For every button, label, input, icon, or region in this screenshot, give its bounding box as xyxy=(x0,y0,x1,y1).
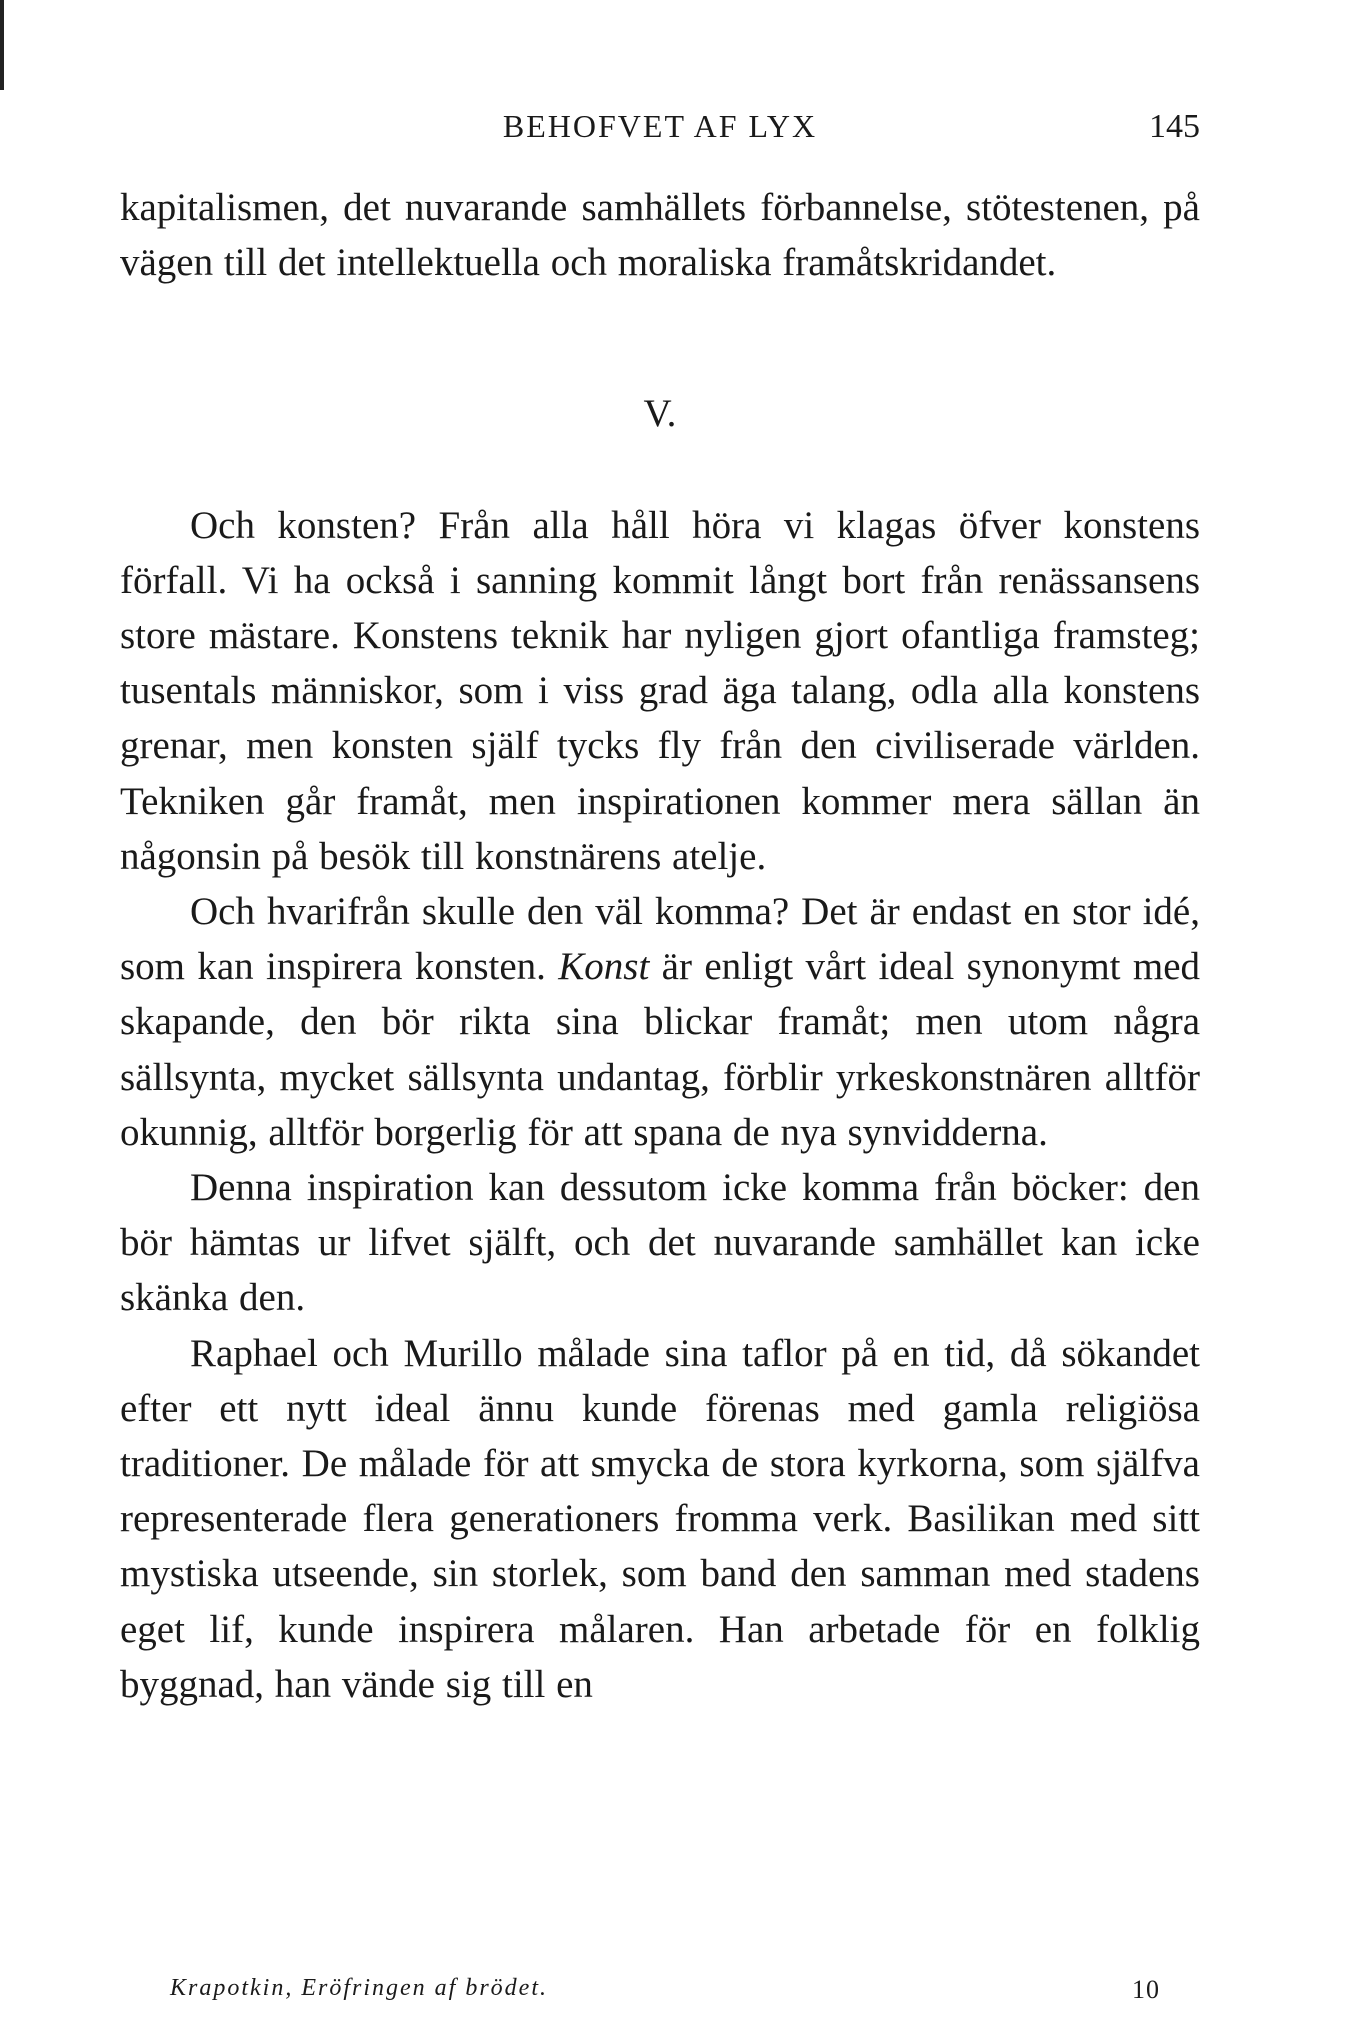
signature-mark: 10 xyxy=(1132,1975,1160,2004)
continued-paragraph: kapitalismen, det nuvarande samhällets förbannelse, stötestenen, på vägen till det intellektuella och moraliska framåtskridandet. xyxy=(120,186,1200,285)
paragraph-2-text-b: är enligt vårt ideal synonymt med skapande, den bör rikta sina blickar framåt; men utom några sällsynta, mycket sällsynta undantag, förblir yrkeskonstnären alltför okunnig, alltför borgerlig för att spana de nya synvidderna. xyxy=(120,945,1200,1154)
paragraph-3: Denna inspiration kan dessutom icke komma från böcker: den bör hämtas ur lifvet själft, och det nuvarande samhället kan icke skänka den. xyxy=(120,1166,1200,1320)
page-footer xyxy=(170,1975,1160,2015)
paragraph-1: Och konsten? Från alla håll höra vi klagas öfver konstens förfall. Vi ha också i sanning kommit långt bort från renässansens store mästare. Konstens teknik har nyligen gjort ofantliga framsteg; tusentals människor, som i viss grad äga talang, odla alla konstens grenar, men konsten själf tycks fly från den civiliserade världen. Tekniken går framåt, men inspirationen kommer mera sällan än någonsin på besök till konstnärens atelje. xyxy=(120,503,1200,878)
page-header xyxy=(120,108,1200,158)
scan-edge-mark xyxy=(0,0,4,90)
running-title: BEHOFVET AF LYX xyxy=(502,108,818,144)
section-number: V. xyxy=(643,392,677,436)
paragraph-2-text-a: Och hvarifrån skulle den väl komma? Det är endast en stor idé, som kan inspirera konsten. xyxy=(120,890,1200,989)
paragraph-2 xyxy=(120,884,1200,1160)
emphasized-word: Konst xyxy=(558,945,650,989)
body-text xyxy=(120,180,1200,1712)
footer-citation: Krapotkin, Eröfringen af brödet. xyxy=(170,1975,548,2001)
paragraph-4: Raphael och Murillo målade sina taflor på en tid, då sökandet efter ett nytt ideal ännu kunde förenas med gamla religiösa traditioner. De målade för att smycka de stora kyrkorna, som själfva representerade flera generationers fromma verk. Basilikan med sitt mystiska utseende, sin storlek, som band den samman med stadens eget lif, kunde inspirera målaren. Han arbetade för en folklig byggnad, han vände sig till en xyxy=(120,1331,1200,1706)
page-number: 145 xyxy=(1149,108,1200,145)
